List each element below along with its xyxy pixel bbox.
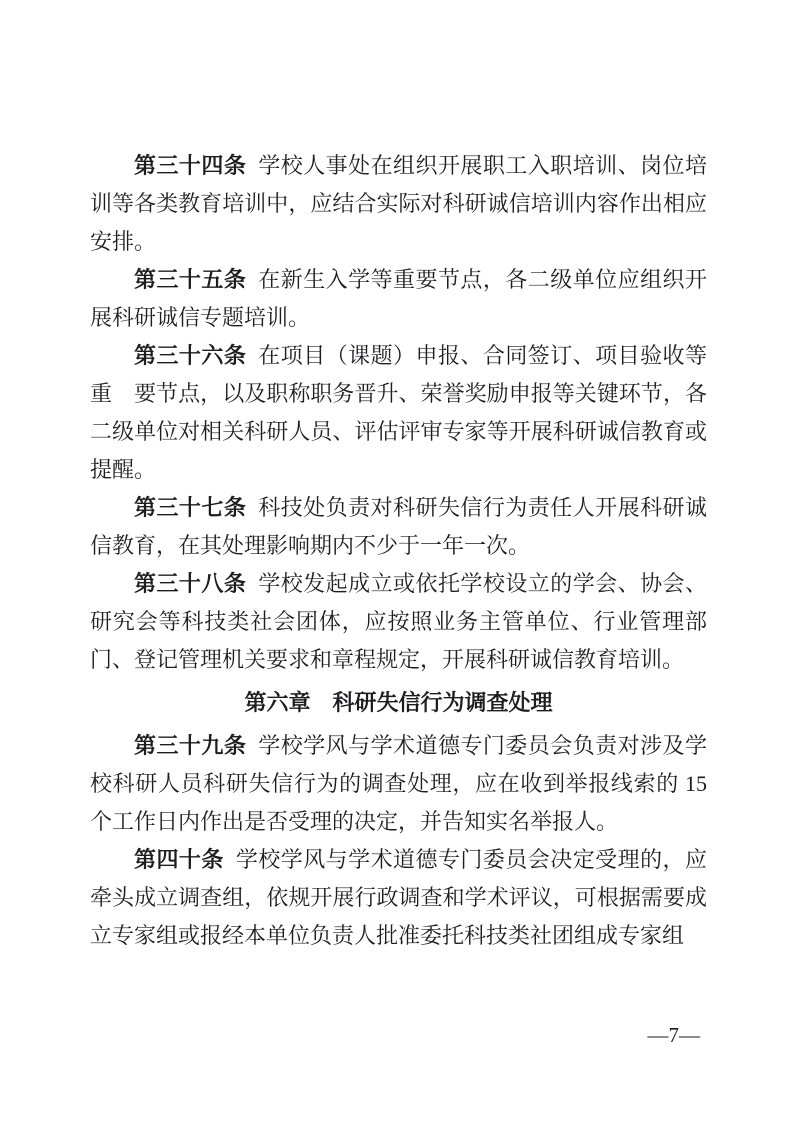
- article-35-number: 第三十五条: [134, 267, 247, 292]
- article-36-text: 在项目（课题）申报、合同签订、项目验收等重 要节点，以及职称职务晋升、荣誉奖励申报等关键环节，各二级单位对相关科研人员、评估评审专家等开展科研诚信教育或提醒。: [90, 343, 707, 482]
- article-38-text: 学校发起成立或依托学校设立的学会、协会、研究会等科技类社会团体，应按照业务主管单位、行业管理部门、登记管理机关要求和章程规定，开展科研诚信教育培训。: [90, 571, 707, 672]
- article-34-number: 第三十四条: [134, 153, 247, 178]
- article-40-paragraph: [90, 841, 707, 955]
- article-35-text: 在新生入学等重要节点，各二级单位应组织开展科研诚信专题培训。: [90, 267, 707, 330]
- document-body: [90, 147, 707, 955]
- article-39-text: 学校学风与学术道德专门委员会负责对涉及学校科研人员科研失信行为的调查处理，应在收到举报线索的 15 个工作日内作出是否受理的决定，并告知实名举报人。: [90, 733, 707, 834]
- chapter-6-heading: 第六章 科研失信行为调查处理: [244, 690, 553, 715]
- article-39-paragraph: [90, 727, 707, 841]
- page-number: —7—: [647, 1023, 700, 1047]
- article-34-text: 学校人事处在组织开展职工入职培训、岗位培训等各类教育培训中，应结合实际对科研诚信培训内容作出相应安排。: [90, 153, 707, 254]
- article-39-number: 第三十九条: [134, 733, 247, 758]
- article-35-paragraph: [90, 261, 707, 337]
- article-40-text: 学校学风与学术道德专门委员会决定受理的，应牵头成立调查组，依规开展行政调查和学术评议，可根据需要成立专家组或报经本单位负责人批准委托科技类社团组成专家组: [90, 847, 707, 948]
- article-38-paragraph: [90, 565, 707, 679]
- article-40-number: 第四十条: [134, 847, 224, 872]
- article-34-paragraph: [90, 147, 707, 261]
- article-37-text: 科技处负责对科研失信行为责任人开展科研诚信教育，在其处理影响期内不少于一年一次。: [90, 495, 707, 558]
- article-37-paragraph: [90, 489, 707, 565]
- article-36-number: 第三十六条: [134, 343, 247, 368]
- article-37-number: 第三十七条: [134, 495, 247, 520]
- article-38-number: 第三十八条: [134, 571, 247, 596]
- article-36-paragraph: [90, 337, 707, 489]
